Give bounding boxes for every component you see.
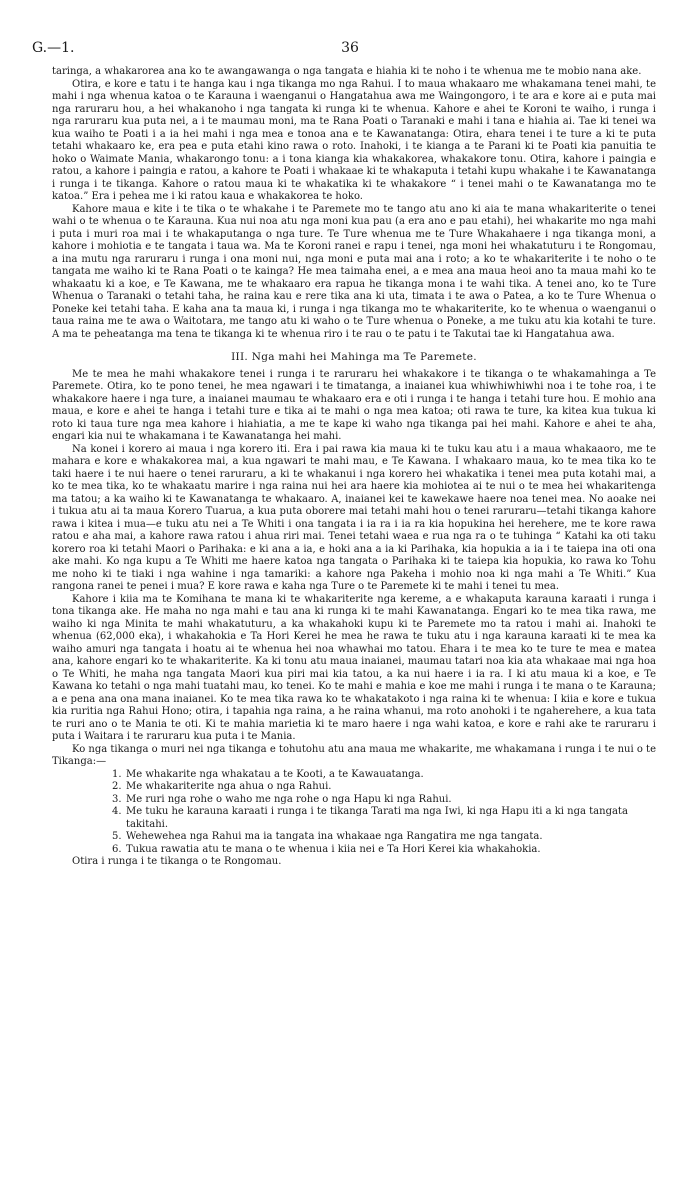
paragraph: Kahore maua e kite i te tika o te whakahe i te Paremete mo te tango atu ano ki aia te mana whakariterite o tenei wahi o te whenua o te Karauna. Kua nui noa atu nga moni kua pau (a era ano e pau etahi), hei whakarite mo nga mahi i puta i muri roa mai i te whakaputanga o nga ture. Te Ture whenua me te Ture Whakahaere i nga tikanga moni, a kahore i mohiotia e te tangata i taua wa. Ma te Koroni ranei e rapu i tenei, nga moni hei whakatuturu i te Rongomau, a ina mutu nga raruraru i runga i ona moni nui, nga moni e puta mai ana i roto; a ko te whakariterite i te noho o te tangata me waiho ki te Rana Poati o te kainga? He mea taimaha enei, a e mea ana maua heoi ano ta maua mahi ko te whakaatu ki a koe, e Te Kawana, me te whakaaro era rapua he tikanga mona i te wahi tika. A tenei ano, ko te Ture Whenua o Taranaki o tetahi taha, he raina kau e rere tika ana ki uta, timata i te awa o Patea, a ko te Ture Whenua o Poneke kei tetahi taha. E kaha ana ta maua ki, i runga i nga tikanga mo te whakariterite, ko te whenua o waenganui o taua raina me te awa o Waitotara, me tango atu ki waho o te Ture whenua o Poneke, a me tuku atu kia kotahi te ture. A ma te peheatanga ma tena te tikanga ki te whenua riro i te rau o te patu i te Takutai tae ki Hangatahua awa. — [52, 203, 656, 340]
list-text: Me whakariterite nga ahua o nga Rahui. — [126, 781, 332, 792]
list-text: Me ruri nga rohe o waho me nga rohe o nga Hapu ki nga Rahui. — [126, 793, 452, 805]
list-item — [112, 844, 656, 857]
paragraph: Otira, e kore e tatu i te hanga kau i nga tikanga mo nga Rahui. I to maua whakaaro me whakamana tenei mahi, te mahi i nga whenua katoa o te Karauna i waenganui o Hangatahua awa me Waingongoro, i te ara e kore ai e puta mai nga raruraru hou, a hei whakanoho i nga tangata ki runga ki te whenua. Kahore e ahei te Koroni te waiho, i runga i nga raruraru kua puta nei, a i te maumau moni, ma te Rana Poati o Taranaki e mahi i tana e hiahia ai. Tae ki tenei wa kua waiho te Poati i a ia hei mahi i nga mea e tonoa ana e te Kawanatanga: Otira, ehara tenei i te ture a ki te puta tetahi whakaaro ke, era pea e puta etahi kino rawa o roto. Inahoki, i te kianga a te Parani ki te Poati kia panuitia te hoko o Waimate Mania, whakarongo tonu: a i tona kianga kia whakakorea, whakakore tonu. Otira, kahore i paingia e ratou, a kahore i paingia e ratou, a kahore te Poati i whakaae ki te whakaputa i tetahi kupu whakahe i te Kawanatanga i runga i te tikanga. Kahore o ratou maua ki te whakatika ki te whakakore “ i tenei mahi o te Kawanatanga mo te katoa.” Era i pehea me i ki ratou kaua e whakakorea te hoko. — [52, 78, 656, 202]
list-number: 2. — [112, 781, 122, 792]
list-number: 6. — [112, 843, 122, 855]
paragraph: Me te mea he mahi whakakore tenei i runga i te raruraru hei whakakore i te tikanga o te whakamahinga a Te Paremete. Otira, ko te pono tenei, he mea ngawari i te timatanga, a inaianei kua whiwhiwhiwhi noa i te tohe roa, i te whakakore haere i nga ture, a inaianei maumau te whakaaro era e oti i runga i te hanga i tetahi ture hou. E mohio ana maua, e kore e ahei te hanga i tetahi ture e tika ai te mahi o nga mea katoa; oti rawa te ture, ka kitea kua tukua ki roto ki taua ture nga mea kahore i hiahiatia, a me te kape ki waho nga tikanga pai hei mahi. Kahore e ahei te aha, engari kia nui te whakamana i te Kawanatanga hei mahi. — [52, 368, 656, 442]
list-number: 1. — [112, 768, 122, 780]
paragraph: Na konei i korero ai maua i nga korero iti. Era i pai rawa kia maua ki te tuku kau atu i a maua whakaaoro, me te mahara e kore e whakakorea mai, a kua ngawari te mahi mau, e Te Kawana. I whakaaro maua, ko te mea tika ko te taki haere i te nui haere o tenei raruraru, a ki te whakanui i nga korero hei whakatika i tenei mea puta kotahi mai, a ko te mea tika, ko te whakaatu marire i nga raina nui hei ara haere kia mohiotea ai te nui o te mea hei whakaritenga ma tatou; a ka waiho ki te Kawanatanga te whakaaro. A, inaianei kei te kawekawe haere noa tenei mea. No aoake nei i tukua atu ai ta maua Korero Tuarua, a kua puta oborere mai tetahi mahi hou o tenei raruraru—tetahi tikanga kahore rawa i kitea i mua—e tuku atu nei a Te Whiti i ona tangata i ia ra i ia ra kia hopukina hei herehere, me te kore rawa ratou e aha mai, a kahore rawa ratou i ahua riri mai. Tenei tetahi waea e rua nga ra o te tuhinga “ Katahi ka oti taku korero roa ki tetahi Maori o Parihaka: e ki ana a ia, e hoki ana a ia ki Parihaka, kia hopukia a ia i te taiepa ina oti ona ake mahi. Ko nga kupu a Te Whiti me haere katoa nga tangata o Parihaka ki te taiepa kia hopukia, ko rawa ko Tohu me noho ki te tiaki i nga wahine i nga tamariki: a kahore nga Pakeha i mohio noa ki nga mahi a Te Whiti.” Kua rangona ranei te penei i mua? E kore rawa e kaha nga Ture o te Paremete ki te mahi i tenei tu mea. — [52, 443, 656, 592]
page-body — [52, 66, 656, 869]
list-item — [112, 794, 656, 807]
closing-line: Otira i runga i te tikanga o te Rongomau. — [72, 856, 282, 867]
list-item — [112, 831, 656, 844]
list-item — [112, 806, 656, 831]
list-text: Me whakarite nga whakatau a te Kooti, a te Kawauatanga. — [126, 768, 424, 780]
paragraph: Ko nga tikanga o muri nei nga tikanga e tohutohu atu ana maua me whakarite, me whakamana i runga i te nui o te Tikanga:— — [52, 743, 656, 767]
list-text: Me tuku he karauna karaati i runga i te tikanga Tarati ma nga Iwi, ki nga Hapu iti a ki nga tangata takitahi. — [126, 806, 628, 830]
section-heading: III. Nga mahi hei Mahinga ma Te Paremete. — [231, 351, 477, 363]
recommendations-list — [52, 769, 656, 857]
page-number: 36 — [341, 40, 359, 56]
document-reference: G.—1. — [32, 40, 75, 56]
paragraph: Kahore i kiia ma te Komihana te mana ki te whakariterite nga kereme, a e whakaputa karauna karaati i runga i tona tikanga ake. He maha no nga mahi e tau ana ki runga ki te mahi Kawanatanga. Engari ko te mea tika rawa, me waiho ki nga Minita te mahi whakatuturu, a ka whakahoki kupu ki te Paremete mo ta ratou i mahi ai. Inahoki te whenua (62,000 eka), i whakahokia e Ta Hori Kerei he mea he rawa te tuku atu i nga karauna karaati ki te mea ka waiho amuri nga tangata i hoatu ai te whenua hei noa whawhai mo tatou. Ehara i te mea ko te ture te mea e matea ana, kahore engari ko te whakariterite. Ka ki tonu atu maua inaianei, maumau tatari noa kia ata whakaae mai nga hoa o Te Whiti, he maha nga tangata Maori kua piri mai kia tatou, a ka nui haere i ia ra. I ki atu maua ki a koe, e Te Kawana ko tetahi o nga mahi tuatahi mau, ko tenei. Ko te mahi e mahia e koe me mahi i runga i te mana o te Karauna; a e pena ana ona mana inaianei. Ko te mea tika rawa ko te whakatakoto i nga raina ki te whenua: I kiia e kore e tukua kia ruritia nga Rahui Hono; otira, i tapahia nga raina, a he raina whanui, ma roto anohoki i te ngaherehere, a kua tata te ruri ano o te Mania te oti. Ki te mahia marietia ki te maro haere i nga wahi katoa, e kore e rahi ake te raruraru i puta i Waitara i te raruraru kua puta i te Mania. — [52, 593, 656, 742]
list-item — [112, 769, 656, 782]
page-header — [32, 40, 668, 56]
list-number: 5. — [112, 831, 122, 842]
list-text: Wehewehea nga Rahui ma ia tangata ina whakaae nga Rangatira me nga tangata. — [126, 831, 543, 842]
list-number: 4. — [112, 806, 122, 817]
list-text: Tukua rawatia atu te mana o te whenua i kiia nei e Ta Hori Kerei kia whakahokia. — [126, 843, 541, 855]
list-number: 3. — [112, 793, 122, 805]
list-item — [112, 781, 656, 794]
paragraph: taringa, a whakarorea ana ko te awangawanga o nga tangata e hiahia ki te noho i te whenua me te mobio nana ake. — [52, 66, 642, 77]
